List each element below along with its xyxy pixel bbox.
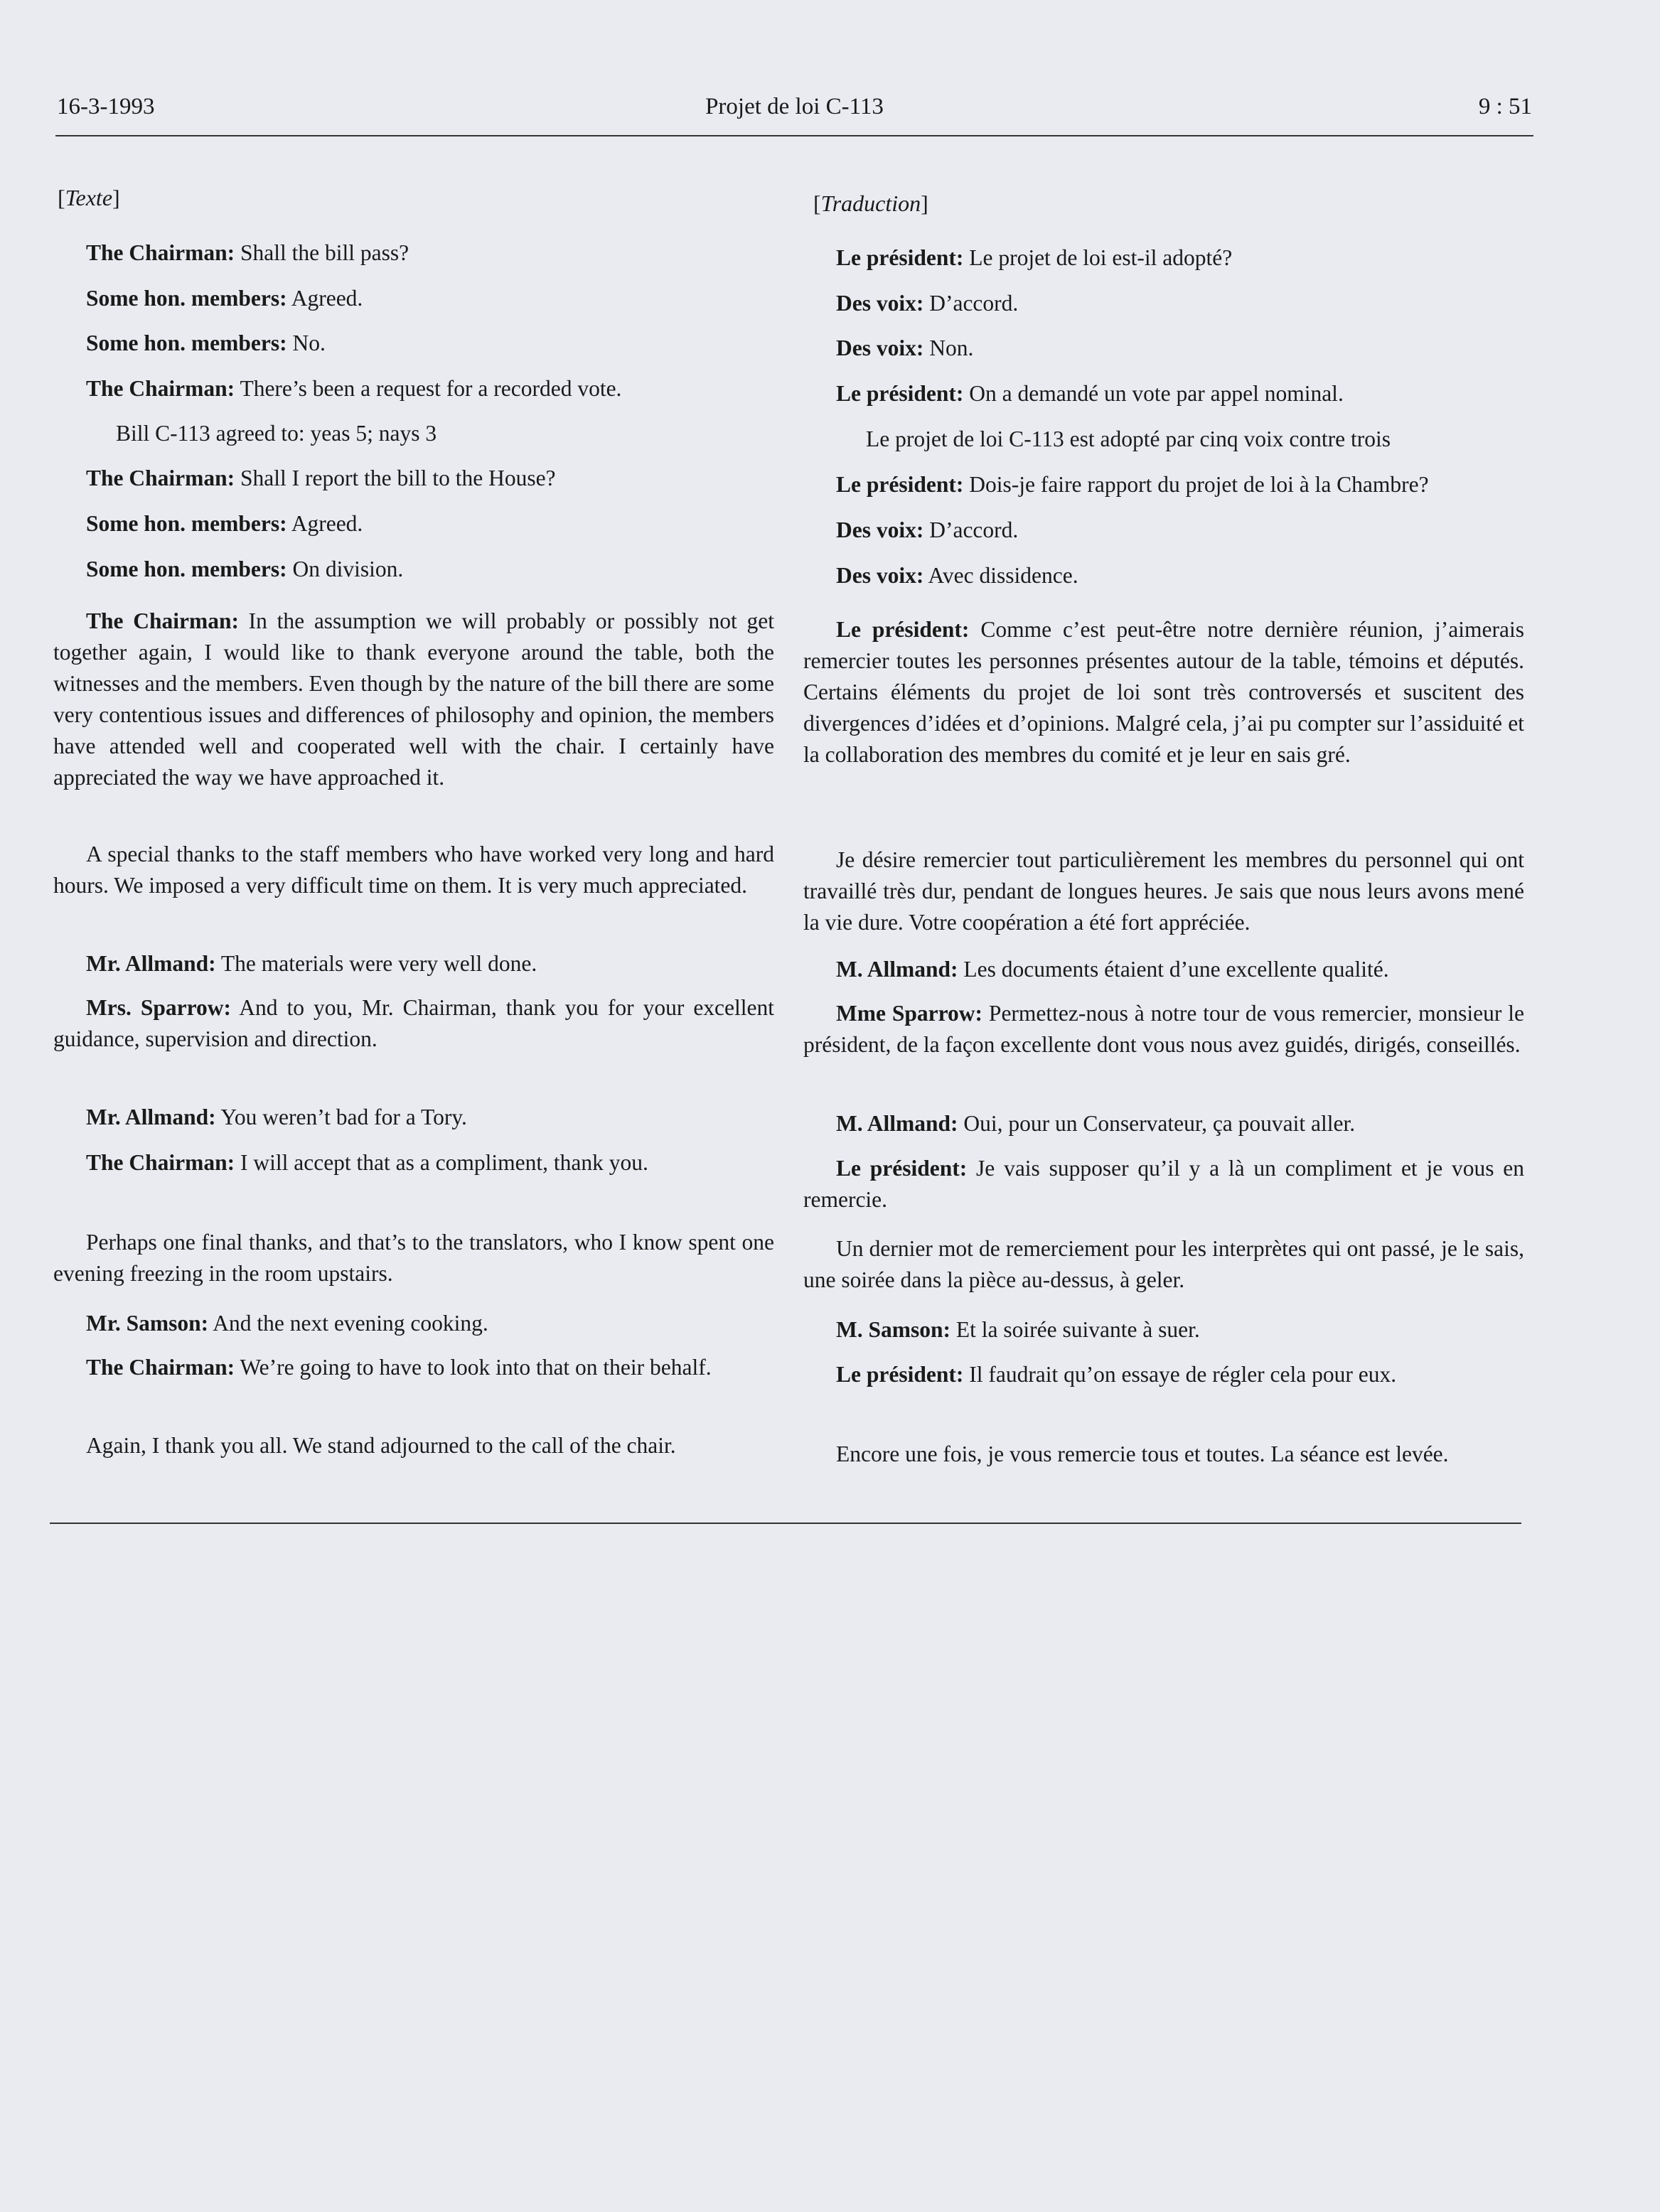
paragraph-text: Again, I thank you all. We stand adjourned to the call of the chair. bbox=[86, 1433, 676, 1458]
speaker-paragraph bbox=[53, 328, 774, 359]
paragraph bbox=[803, 1439, 1524, 1470]
paragraph-text: On a demandé un vote par appel nominal. bbox=[963, 381, 1344, 406]
speaker-name: The Chairman: bbox=[86, 1150, 235, 1175]
header-title: Projet de loi C-113 bbox=[705, 94, 884, 119]
paragraph-text: You weren’t bad for a Tory. bbox=[215, 1105, 467, 1129]
paragraph-text: D’accord. bbox=[923, 517, 1019, 542]
speaker-paragraph bbox=[803, 998, 1524, 1061]
speaker-paragraph bbox=[53, 554, 774, 585]
paragraph-text: On division. bbox=[287, 557, 404, 581]
paragraph-text: Shall the bill pass? bbox=[235, 240, 409, 265]
speaker-name: Mr. Allmand: bbox=[86, 951, 216, 976]
speaker-paragraph bbox=[53, 1352, 774, 1383]
speaker-name: The Chairman: bbox=[86, 1355, 235, 1380]
speaker-paragraph bbox=[803, 954, 1524, 985]
speaker-paragraph bbox=[803, 288, 1524, 319]
paragraph-text: Et la soirée suivante à suer. bbox=[951, 1317, 1200, 1342]
speaker-name: Le président: bbox=[836, 617, 970, 642]
speaker-name: Des voix: bbox=[836, 563, 924, 588]
speaker-name: Le président: bbox=[836, 381, 964, 406]
header-page-number: 9 : 51 bbox=[1478, 94, 1532, 119]
paragraph-text: Shall I report the bill to the House? bbox=[235, 466, 556, 490]
paragraph-text: Dois-je faire rapport du projet de loi à la Chambre? bbox=[963, 472, 1429, 497]
paragraph-text: Je désire remercier tout particulièrement les membres du personnel qui ont travaillé très dur, pendant de longues heures. Je sais que nous leurs avons mené la vie dure. Votre coopération a été fort appréciée. bbox=[803, 847, 1524, 935]
speaker-name: Some hon. members: bbox=[86, 286, 287, 311]
column-label-texte: [Texte] bbox=[58, 185, 120, 210]
speaker-name: Some hon. members: bbox=[86, 557, 287, 581]
speaker-name: Des voix: bbox=[836, 517, 924, 542]
column-label-traduction: [Traduction] bbox=[813, 190, 928, 216]
page-header bbox=[55, 92, 1533, 136]
paragraph-text: Perhaps one final thanks, and that’s to the translators, who I know spent one evening freezing in the room upstairs. bbox=[53, 1230, 774, 1286]
speaker-name: The Chairman: bbox=[86, 466, 235, 490]
paragraph-text: Permettez-nous à notre tour de vous remercier, monsieur le président, de la façon excellente dont vous nous avez guidés, dirigés, conseillés. bbox=[803, 1001, 1524, 1057]
speaker-paragraph bbox=[803, 515, 1524, 546]
paragraph-text: Bill C-113 agreed to: yeas 5; nays 3 bbox=[116, 421, 437, 446]
speaker-name: Des voix: bbox=[836, 335, 924, 360]
speaker-paragraph bbox=[53, 1147, 774, 1179]
speaker-name: The Chairman: bbox=[86, 608, 239, 633]
speaker-name: Le président: bbox=[836, 1362, 964, 1387]
speaker-paragraph bbox=[803, 1359, 1524, 1390]
speaker-paragraph bbox=[53, 373, 774, 404]
speaker-paragraph bbox=[803, 242, 1524, 274]
header-date: 16-3-1993 bbox=[57, 94, 155, 119]
footer-rule bbox=[50, 1523, 1521, 1524]
paragraph bbox=[803, 1233, 1524, 1296]
speaker-name: M. Samson: bbox=[836, 1317, 951, 1342]
speaker-paragraph bbox=[53, 283, 774, 314]
paragraph bbox=[53, 1430, 774, 1461]
paragraph-text: Les documents étaient d’une excellente qualité. bbox=[958, 957, 1389, 982]
paragraph-text: Comme c’est peut-être notre dernière réunion, j’aimerais remercier toutes les personnes présentes autour de la table, témoins et députés. Certains éléments du projet de loi sont très controversés et suscitent des divergences d’idées et d’opinions. Malgré cela, j’ai pu compter sur l’assiduité et la collaboration des membres du comité et je leur en sais gré. bbox=[803, 617, 1524, 767]
paragraph-text: In the assumption we will probably or possibly not get together again, I would like to thank everyone around the table, both the witnesses and the members. Even though by the nature of the bill there are some very contentious issues and differences of philosophy and opinion, the members have attended well and cooperated well with the chair. I certainly have appreciated the way we have approached it. bbox=[53, 608, 774, 790]
speaker-paragraph bbox=[803, 469, 1524, 500]
speaker-paragraph bbox=[53, 508, 774, 539]
speaker-name: M. Allmand: bbox=[836, 1111, 958, 1136]
speaker-name: Des voix: bbox=[836, 291, 924, 316]
speaker-paragraph bbox=[53, 606, 774, 793]
paragraph-text: The materials were very well done. bbox=[215, 951, 537, 976]
paragraph-text: We’re going to have to look into that on their behalf. bbox=[235, 1355, 712, 1380]
paragraph-text: Non. bbox=[923, 335, 974, 360]
speaker-name: Some hon. members: bbox=[86, 331, 287, 355]
speaker-paragraph bbox=[803, 378, 1524, 409]
paragraph-text: There’s been a request for a recorded vote. bbox=[235, 376, 622, 401]
paragraph bbox=[53, 1227, 774, 1289]
speaker-paragraph bbox=[53, 948, 774, 979]
paragraph-text: I will accept that as a compliment, thank you. bbox=[235, 1150, 648, 1175]
paragraph-text: Il faudrait qu’on essaye de régler cela pour eux. bbox=[963, 1362, 1397, 1387]
paragraph-text: Je vais supposer qu’il y a là un compliment et je vous en remercie. bbox=[803, 1156, 1524, 1212]
speaker-paragraph bbox=[803, 614, 1524, 771]
speaker-name: Le président: bbox=[836, 245, 964, 270]
paragraph-text: Oui, pour un Conservateur, ça pouvait aller. bbox=[958, 1111, 1356, 1136]
speaker-paragraph bbox=[53, 1102, 774, 1133]
paragraph bbox=[53, 839, 774, 901]
speaker-name: Mr. Allmand: bbox=[86, 1105, 216, 1129]
speaker-name: The Chairman: bbox=[86, 240, 235, 265]
paragraph-text: Encore une fois, je vous remercie tous et toutes. La séance est levée. bbox=[836, 1441, 1449, 1466]
paragraph bbox=[803, 424, 1524, 455]
speaker-name: Mr. Samson: bbox=[86, 1311, 209, 1336]
paragraph-text: And the next evening cooking. bbox=[208, 1311, 488, 1336]
speaker-paragraph bbox=[53, 992, 774, 1055]
speaker-paragraph bbox=[803, 1314, 1524, 1346]
speaker-paragraph bbox=[803, 333, 1524, 364]
paragraph-text: Agreed. bbox=[287, 511, 363, 536]
speaker-paragraph bbox=[803, 1153, 1524, 1215]
paragraph-text: Agreed. bbox=[287, 286, 363, 311]
paragraph-text: D’accord. bbox=[923, 291, 1019, 316]
speaker-name: Some hon. members: bbox=[86, 511, 287, 536]
paragraph bbox=[803, 844, 1524, 938]
speaker-name: Le président: bbox=[836, 1156, 968, 1181]
speaker-paragraph bbox=[53, 463, 774, 494]
speaker-name: M. Allmand: bbox=[836, 957, 958, 982]
paragraph-text: Le projet de loi C-113 est adopté par cinq voix contre trois bbox=[866, 426, 1391, 451]
speaker-name: Mrs. Sparrow: bbox=[86, 995, 231, 1020]
paragraph-text: A special thanks to the staff members who have worked very long and hard hours. We imposed a very difficult time on them. It is very much appreciated. bbox=[53, 842, 774, 898]
speaker-name: Mme Sparrow: bbox=[836, 1001, 983, 1026]
speaker-paragraph bbox=[53, 237, 774, 269]
paragraph-text: Un dernier mot de remerciement pour les interprètes qui ont passé, je le sais, une soirée dans la pièce au-dessus, à geler. bbox=[803, 1236, 1524, 1292]
paragraph-text: And to you, Mr. Chairman, thank you for your excellent guidance, supervision and direction. bbox=[53, 995, 775, 1051]
paragraph-text: No. bbox=[287, 331, 326, 355]
paragraph-text: Le projet de loi est-il adopté? bbox=[963, 245, 1233, 270]
speaker-paragraph bbox=[53, 1308, 774, 1339]
speaker-paragraph bbox=[803, 1108, 1524, 1139]
speaker-paragraph bbox=[803, 560, 1524, 591]
paragraph bbox=[53, 418, 774, 449]
paragraph-text: Avec dissidence. bbox=[923, 563, 1078, 588]
speaker-name: The Chairman: bbox=[86, 376, 235, 401]
speaker-name: Le président: bbox=[836, 472, 964, 497]
